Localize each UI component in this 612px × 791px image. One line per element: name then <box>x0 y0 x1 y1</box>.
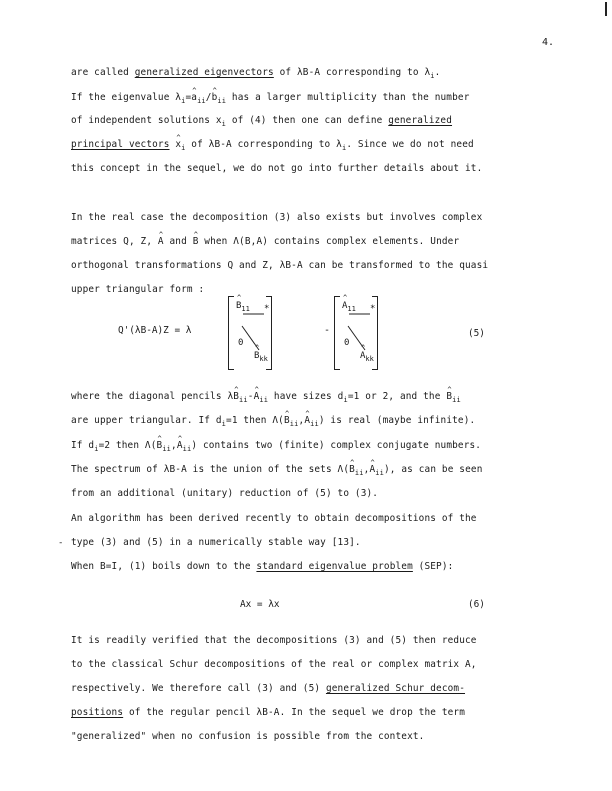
equation-6: Ax = λx <box>240 599 280 610</box>
text-line: orthogonal transformations Q and Z, λB-A can be transformed to the quasi <box>71 260 489 271</box>
text-line: this concept in the sequel, we do not go into further details about it. <box>71 163 483 174</box>
text-line: If the eigenvalue $\lambda_i=\^{}$ $a_{ii}/\^{}$ $b_{ii}$ has a larger multiplicity than the number <box>71 91 469 108</box>
text-line: are called generalized eigenvectors of λB-A corresponding to $\lambda_i$. <box>71 67 441 80</box>
term-generalized-eigenvectors: generalized eigenvectors <box>134 67 274 78</box>
matrix-a-hat: ^ $A_{11}$ * 0 ^ $A_{kk}$ <box>334 296 378 368</box>
text-line: An algorithm has been derived recently to obtain decompositions of the <box>71 513 477 524</box>
equation-5 <box>118 296 498 376</box>
text-line: type (3) and (5) in a numerically stable way [13]. <box>71 537 361 548</box>
text-line: principal vectors ^ $x_i$ of λB-A corresponding to $\lambda_i$. Since we do not need <box>71 138 474 155</box>
equation-number: (5) <box>468 328 485 339</box>
minus-sign: - <box>324 325 331 336</box>
equation-5-lhs: Q'(λB-A)Z = λ <box>118 325 192 336</box>
text-line: respectively. We therefore call (3) and (5) generalized Schur decom- <box>71 683 466 694</box>
text-line: where the diagonal pencils λ^ $B_{ii}-\^{}$ $A_{ii}$ have sizes $d_i=1$ or 2, and the ^ $B_{ii}$ <box>71 390 461 407</box>
term-generalized-schur: generalized Schur decom- <box>325 683 466 694</box>
text-line: matrices Q, Z, ^ A and ^ B when Λ(B,A) contains complex elements. Under <box>71 235 459 249</box>
text-line: "generalized" when no confusion is possible from the context. <box>71 731 425 742</box>
term-positions: positions <box>71 707 124 718</box>
text-line: The spectrum of λB-A is the union of the sets Λ(^ $B_{ii},\^{}$ $A_{ii}$), as can be seen <box>71 463 483 480</box>
text-line: It is readily verified that the decompositions (3) and (5) then reduce <box>71 635 477 646</box>
text-line: positions of the regular pencil λB-A. In the sequel we drop the term <box>71 707 466 718</box>
margin-tick: - <box>58 538 64 548</box>
page-edge-mark <box>605 2 607 16</box>
text-line: to the classical Schur decompositions of the real or complex matrix A, <box>71 659 477 670</box>
text-line: When B=I, (1) boils down to the standard eigenvalue problem (SEP): <box>71 561 454 572</box>
equation-number: (6) <box>468 599 485 610</box>
text-line: are upper triangular. If $d_i=1$ then Λ(^ $B_{ii},\^{}$ $A_{ii}$) is real (maybe infinite). <box>71 414 475 431</box>
term-principal-vectors: principal vectors <box>71 139 170 150</box>
text-line: of independent solutions $x_i$ of (4) then one can define generalized <box>71 115 453 128</box>
text-line: In the real case the decomposition (3) also exists but involves complex <box>71 212 483 223</box>
term-generalized: generalized <box>388 115 453 126</box>
text-line: upper triangular form : <box>71 284 205 295</box>
text-line: If $d_i=2$ then Λ(^ $B_{ii},\^{}$ $A_{ii}$) contains two (finite) complex conjugate numbers. <box>71 439 481 456</box>
term-standard-eigenvalue-problem: standard eigenvalue problem <box>256 561 413 572</box>
page-number: 4. <box>542 37 555 48</box>
text-line: from an additional (unitary) reduction of (5) to (3). <box>71 488 379 499</box>
matrix-b-hat: ^ $B_{11}$ * 0 ^ $B_{kk}$ <box>228 296 272 368</box>
